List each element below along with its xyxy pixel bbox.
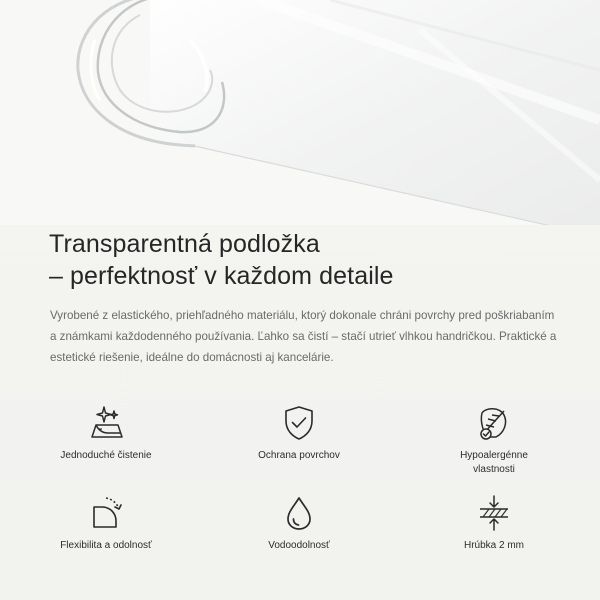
feature-water-resistance (214, 493, 384, 553)
page-title (49, 228, 394, 292)
sparkle-surface-icon (86, 403, 126, 443)
title-line-2: – perfektnosť v každom detaile (49, 262, 394, 290)
water-drop-icon (279, 493, 319, 533)
feature-label: Vodoodolnosť (268, 540, 330, 551)
feather-check-icon (474, 403, 514, 443)
feature-easy-cleaning (21, 403, 191, 463)
feature-surface-protection (214, 403, 384, 463)
feature-flexibility (21, 493, 191, 553)
feature-label: Hypoalergénne vlastnosti (460, 450, 528, 475)
feature-hypoallergenic (409, 403, 579, 477)
product-description: Vyrobené z elastického, priehľadného materiálu, ktorý dokonale chráni povrchy pred poškriabaním a známkami každodenného používania. Ľahko sa čistí – stačí utrieť vlhkou handričkou. Praktické a estetické riešenie, ideálne do domácnosti aj kancelárie. (50, 309, 557, 364)
feature-label: Hrúbka 2 mm (463, 540, 524, 551)
feature-label: Ochrana povrchov (258, 450, 340, 461)
feature-thickness (409, 493, 579, 553)
feature-label: Jednoduché čistenie (60, 450, 152, 461)
bend-arrow-icon (86, 493, 126, 533)
title-line-1: Transparentná podložka (49, 230, 320, 258)
rolled-transparent-mat-image (0, 0, 600, 225)
feature-label: Flexibilita a odolnosť (60, 540, 152, 551)
shield-check-icon (279, 403, 319, 443)
thickness-icon (474, 493, 514, 533)
